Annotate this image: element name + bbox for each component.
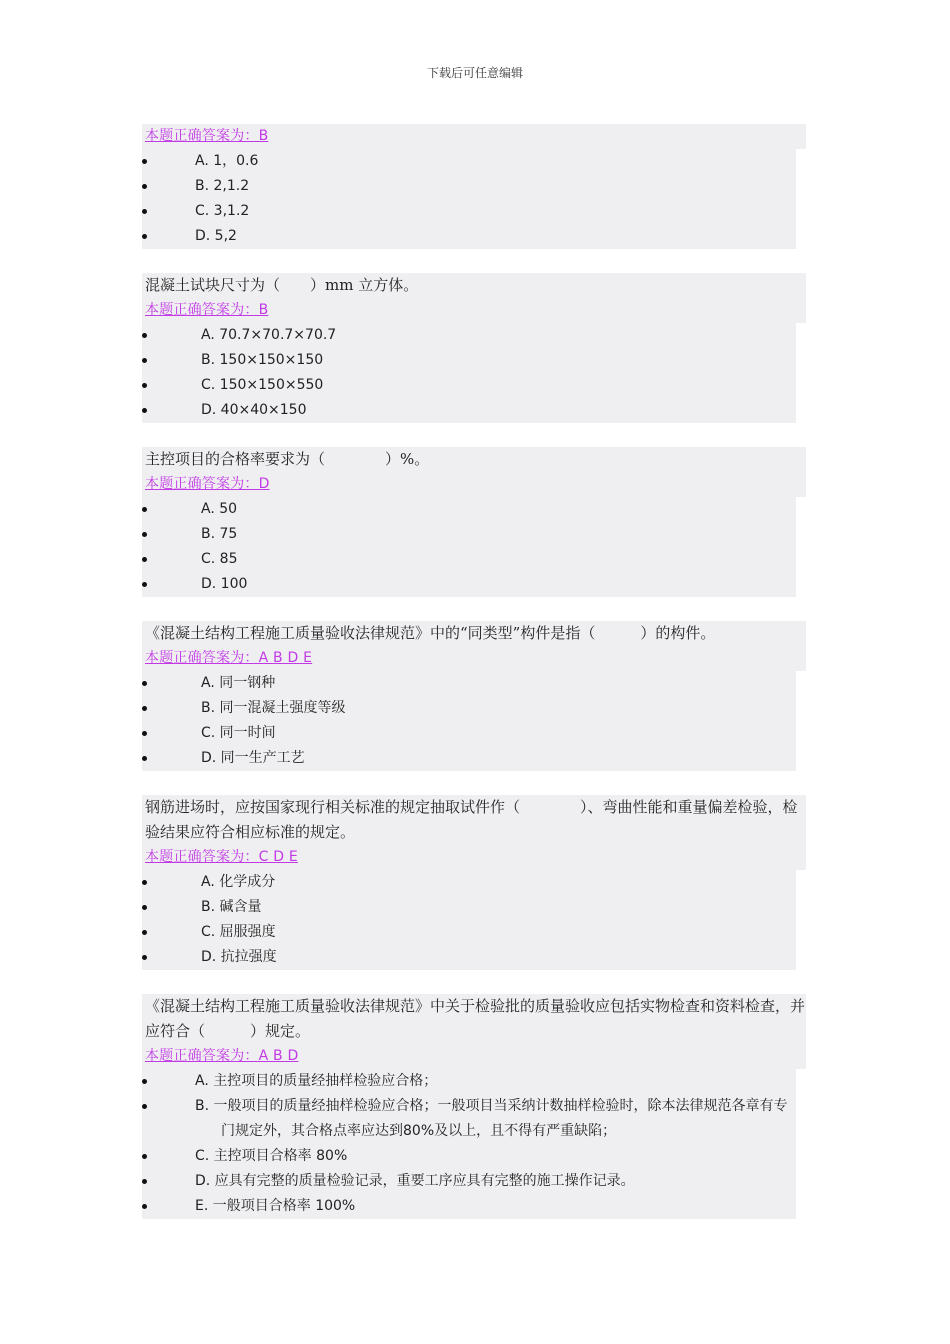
question-box [142,795,806,870]
question-box [142,447,806,497]
option-list [142,1069,796,1219]
option-item: C. 85 [142,547,796,572]
option-item: A. 主控项目的质量经抽样检验应合格； [142,1069,796,1094]
question-text: 钢筋进场时，应按国家现行相关标准的规定抽取试件作（ ）、弯曲性能和重量偏差检验，检验结果应符合相应标准的规定。 [145,798,798,841]
option-list [142,870,796,970]
option-item: A. 1，0.6 [142,149,796,174]
question-block-5 [142,795,806,970]
question-box [142,273,806,323]
option-item: D. 同一生产工艺 [142,746,796,771]
correct-answer-link[interactable]: 本题正确答案为：A B D [145,1048,299,1064]
option-list [142,671,796,771]
question-box [142,124,806,149]
option-item: A. 70.7×70.7×70.7 [142,323,796,348]
option-item: A. 同一钢种 [142,671,796,696]
question-block-6 [142,994,806,1219]
option-item: B. 75 [142,522,796,547]
correct-answer-link[interactable]: 本题正确答案为：D [145,476,270,492]
option-item: A. 50 [142,497,796,522]
option-item: C. 3,1.2 [142,199,796,224]
question-box [142,621,806,671]
question-text: 《混凝土结构工程施工质量验收法律规范》中关于检验批的质量验收应包括实物检查和资料检查，并应符合（ ）规定。 [145,997,806,1040]
correct-answer-link[interactable]: 本题正确答案为：B [145,302,269,318]
question-block-3 [142,447,806,597]
question-block-1 [142,124,806,249]
option-item: B. 150×150×150 [142,348,796,373]
option-item: D. 5,2 [142,224,796,249]
correct-answer-link[interactable]: 本题正确答案为：C D E [145,849,298,865]
option-item: A. 化学成分 [142,870,796,895]
question-block-2 [142,273,806,423]
question-text: 混凝土试块尺寸为（ ）mm 立方体。 [145,276,419,294]
option-item: B. 同一混凝土强度等级 [142,696,796,721]
option-item: C. 主控项目合格率 80% [142,1144,796,1169]
page-header: 下载后可任意编辑 [426,66,523,80]
option-list [142,497,796,597]
question-text: 《混凝土结构工程施工质量验收法律规范》中的“同类型”构件是指（ ）的构件。 [145,624,716,642]
option-item: B. 2,1.2 [142,174,796,199]
option-item: C. 150×150×550 [142,373,796,398]
option-item: B. 一般项目的质量经抽样检验应合格；一般项目当采纳计数抽样检验时，除本法律规范各章有专门规定外，其合格点率应达到80%及以上，且不得有严重缺陷； [142,1094,796,1144]
option-item: C. 同一时间 [142,721,796,746]
question-block-4 [142,621,806,771]
option-item: D. 40×40×150 [142,398,796,423]
option-item: D. 抗拉强度 [142,945,796,970]
question-box [142,994,806,1069]
option-list [142,323,796,423]
correct-answer-link[interactable]: 本题正确答案为：B [145,128,269,144]
option-item: E. 一般项目合格率 100% [142,1194,796,1219]
option-list [142,149,796,249]
option-item: D. 100 [142,572,796,597]
option-item: B. 碱含量 [142,895,796,920]
option-item: D. 应具有完整的质量检验记录，重要工序应具有完整的施工操作记录。 [142,1169,796,1194]
question-text: 主控项目的合格率要求为（ ）%。 [145,450,430,468]
correct-answer-link[interactable]: 本题正确答案为：A B D E [145,650,313,666]
option-item: C. 屈服强度 [142,920,796,945]
